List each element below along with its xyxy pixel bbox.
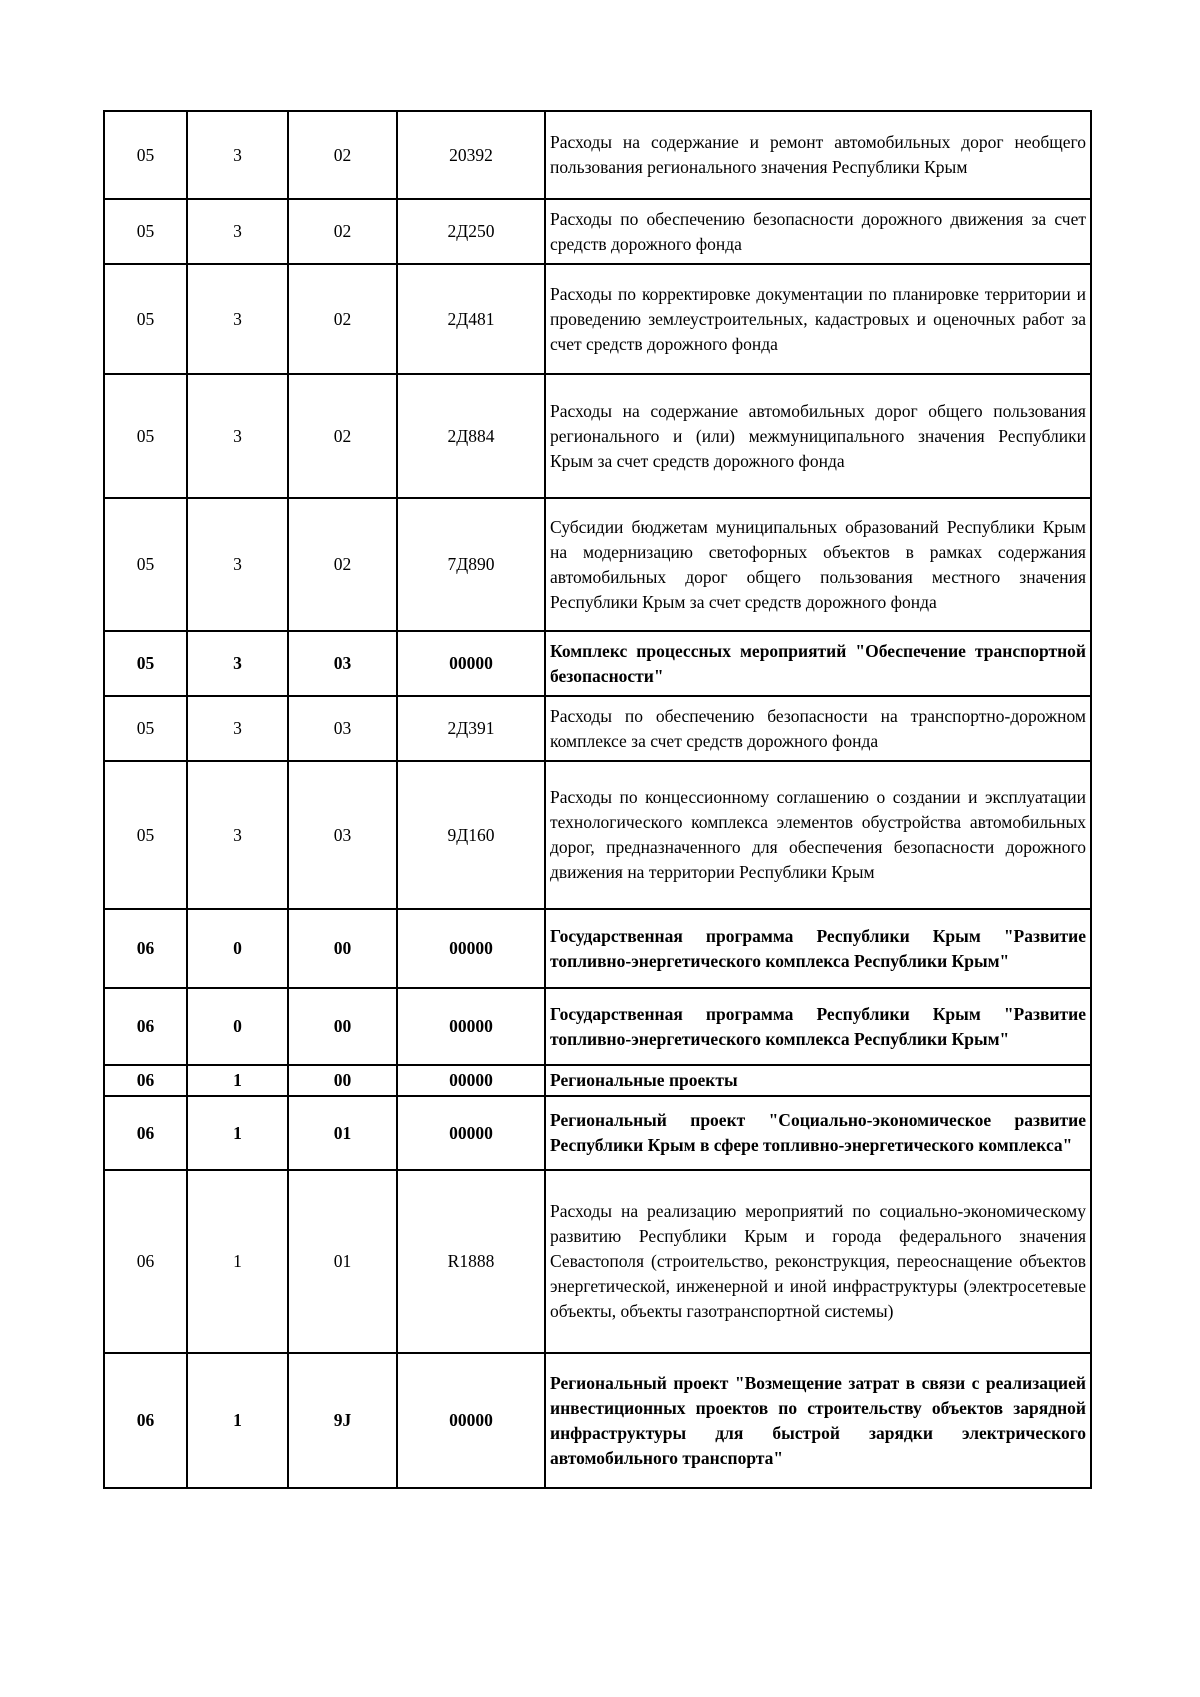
description-cell: Комплекс процессных мероприятий "Обеспечение транспортной безопасности" <box>545 631 1091 696</box>
subprogram-code-cell: 1 <box>187 1065 288 1096</box>
subprogram-code-cell: 1 <box>187 1096 288 1170</box>
expense-direction-code-cell: 2Д481 <box>397 264 545 374</box>
structural-element-code-cell: 03 <box>288 631 397 696</box>
expense-direction-code-cell: 20392 <box>397 111 545 199</box>
subprogram-code-cell: 0 <box>187 909 288 988</box>
table-row <box>104 111 1091 199</box>
structural-element-code-cell: 02 <box>288 111 397 199</box>
program-code-cell: 06 <box>104 1353 187 1488</box>
program-code-cell: 05 <box>104 761 187 909</box>
subprogram-code-cell: 3 <box>187 374 288 498</box>
subprogram-code-cell: 1 <box>187 1353 288 1488</box>
subprogram-code-cell: 3 <box>187 761 288 909</box>
subprogram-code-cell: 3 <box>187 111 288 199</box>
structural-element-code-cell: 00 <box>288 909 397 988</box>
subprogram-code-cell: 0 <box>187 988 288 1065</box>
program-code-cell: 06 <box>104 1096 187 1170</box>
program-code-cell: 06 <box>104 1065 187 1096</box>
expense-direction-code-cell: 00000 <box>397 1353 545 1488</box>
program-code-cell: 05 <box>104 111 187 199</box>
expense-direction-code-cell: 2Д884 <box>397 374 545 498</box>
description-cell: Расходы на содержание и ремонт автомобильных дорог необщего пользования регионального значения Республики Крым <box>545 111 1091 199</box>
table-row <box>104 1096 1091 1170</box>
structural-element-code-cell: 00 <box>288 1065 397 1096</box>
program-code-cell: 05 <box>104 696 187 761</box>
description-cell: Региональный проект "Возмещение затрат в связи с реализацией инвестиционных проектов по строительству объектов зарядной инфраструктуры для быстрой зарядки электрического автомобильного транспорта" <box>545 1353 1091 1488</box>
structural-element-code-cell: 02 <box>288 374 397 498</box>
structural-element-code-cell: 02 <box>288 199 397 264</box>
table-row <box>104 264 1091 374</box>
budget-codes-table-body <box>104 111 1091 1488</box>
program-code-cell: 05 <box>104 374 187 498</box>
description-cell: Региональные проекты <box>545 1065 1091 1096</box>
structural-element-code-cell: 02 <box>288 264 397 374</box>
description-cell: Региональный проект "Социально-экономическое развитие Республики Крым в сфере топливно-энергетического комплекса" <box>545 1096 1091 1170</box>
description-cell: Расходы на реализацию мероприятий по социально-экономическому развитию Республики Крым и города федерального значения Севастополя (строительство, реконструкция, переоснащение объектов энергетической, инженерной и иной инфраструктуры (электросетевые объекты, объекты газотранспортной системы) <box>545 1170 1091 1353</box>
expense-direction-code-cell: 00000 <box>397 988 545 1065</box>
program-code-cell: 05 <box>104 631 187 696</box>
table-row <box>104 631 1091 696</box>
description-cell: Субсидии бюджетам муниципальных образований Республики Крым на модернизацию светофорных объектов в рамках содержания автомобильных дорог общего пользования местного значения Республики Крым за счет средств дорожного фонда <box>545 498 1091 631</box>
expense-direction-code-cell: 9Д160 <box>397 761 545 909</box>
description-cell: Расходы на содержание автомобильных дорог общего пользования регионального и (или) межмуниципального значения Республики Крым за счет средств дорожного фонда <box>545 374 1091 498</box>
subprogram-code-cell: 1 <box>187 1170 288 1353</box>
description-cell: Расходы по обеспечению безопасности на транспортно-дорожном комплексе за счет средств дорожного фонда <box>545 696 1091 761</box>
table-row <box>104 1170 1091 1353</box>
expense-direction-code-cell: 00000 <box>397 909 545 988</box>
budget-codes-table <box>103 110 1092 1489</box>
description-cell: Расходы по обеспечению безопасности дорожного движения за счет средств дорожного фонда <box>545 199 1091 264</box>
program-code-cell: 05 <box>104 199 187 264</box>
program-code-cell: 06 <box>104 988 187 1065</box>
structural-element-code-cell: 9J <box>288 1353 397 1488</box>
subprogram-code-cell: 3 <box>187 498 288 631</box>
structural-element-code-cell: 01 <box>288 1096 397 1170</box>
table-row <box>104 1065 1091 1096</box>
description-cell: Расходы по корректировке документации по планировке территории и проведению землеустроительных, кадастровых и оценочных работ за счет средств дорожного фонда <box>545 264 1091 374</box>
subprogram-code-cell: 3 <box>187 264 288 374</box>
structural-element-code-cell: 02 <box>288 498 397 631</box>
structural-element-code-cell: 01 <box>288 1170 397 1353</box>
structural-element-code-cell: 00 <box>288 988 397 1065</box>
structural-element-code-cell: 03 <box>288 696 397 761</box>
program-code-cell: 05 <box>104 264 187 374</box>
table-row <box>104 498 1091 631</box>
expense-direction-code-cell: 2Д250 <box>397 199 545 264</box>
table-row <box>104 1353 1091 1488</box>
program-code-cell: 06 <box>104 1170 187 1353</box>
expense-direction-code-cell: 7Д890 <box>397 498 545 631</box>
structural-element-code-cell: 03 <box>288 761 397 909</box>
subprogram-code-cell: 3 <box>187 199 288 264</box>
table-row <box>104 909 1091 988</box>
description-cell: Государственная программа Республики Крым "Развитие топливно-энергетического комплекса Республики Крым" <box>545 988 1091 1065</box>
subprogram-code-cell: 3 <box>187 696 288 761</box>
expense-direction-code-cell: 2Д391 <box>397 696 545 761</box>
program-code-cell: 05 <box>104 498 187 631</box>
expense-direction-code-cell: 00000 <box>397 631 545 696</box>
description-cell: Государственная программа Республики Крым "Развитие топливно-энергетического комплекса Республики Крым" <box>545 909 1091 988</box>
program-code-cell: 06 <box>104 909 187 988</box>
table-row <box>104 696 1091 761</box>
description-cell: Расходы по концессионному соглашению о создании и эксплуатации технологического комплекса элементов обустройства автомобильных дорог, предназначенного для обеспечения безопасности дорожного движения на территории Республики Крым <box>545 761 1091 909</box>
expense-direction-code-cell: R1888 <box>397 1170 545 1353</box>
expense-direction-code-cell: 00000 <box>397 1065 545 1096</box>
table-row <box>104 988 1091 1065</box>
expense-direction-code-cell: 00000 <box>397 1096 545 1170</box>
table-row <box>104 199 1091 264</box>
subprogram-code-cell: 3 <box>187 631 288 696</box>
table-row <box>104 374 1091 498</box>
table-row <box>104 761 1091 909</box>
